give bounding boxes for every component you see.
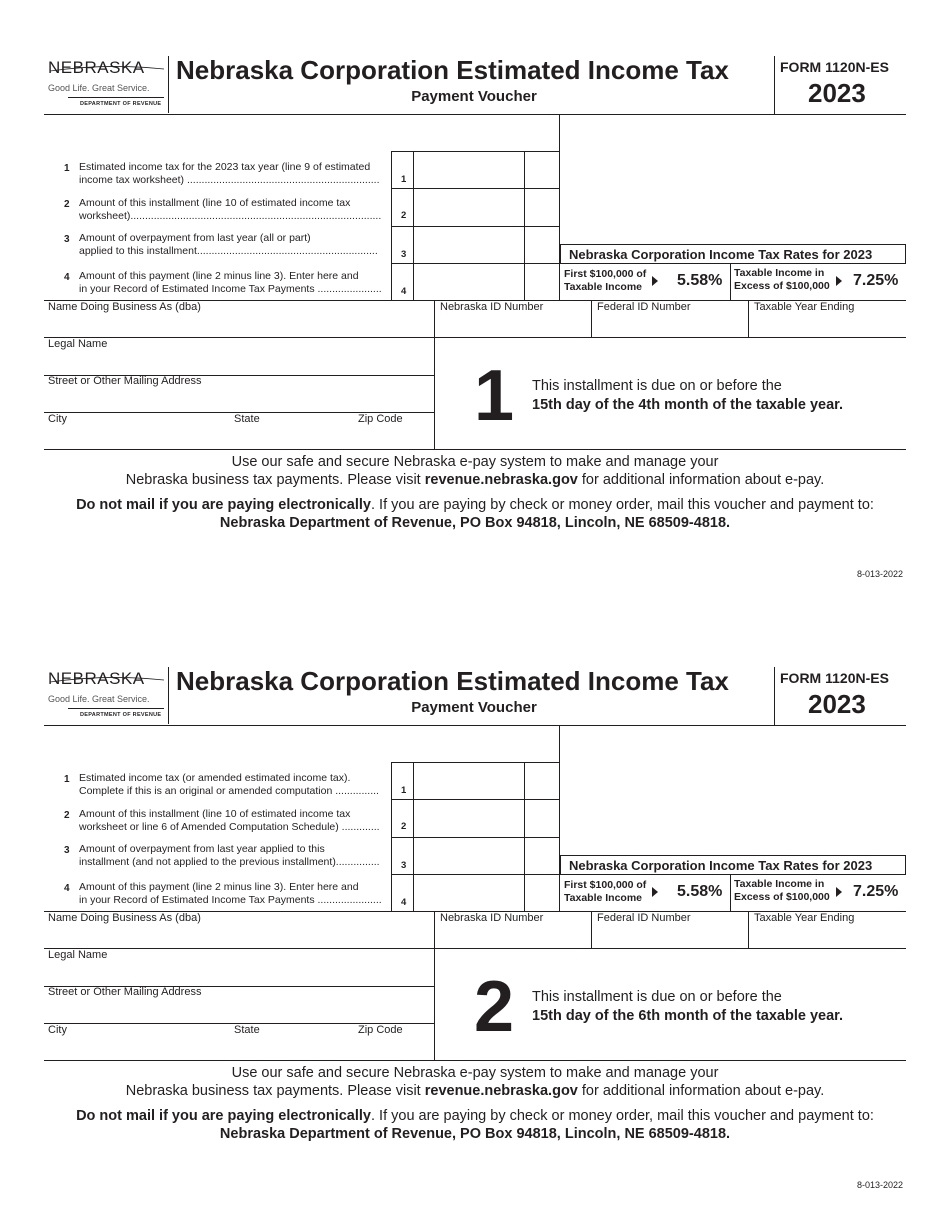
first-bracket-rate: 5.58% [677,883,723,900]
line-description-cont: Complete if this is an original or amended computation ............... [79,785,379,797]
payment-voucher [0,611,950,1190]
logo-tagline: Good Life. Great Service. [48,694,150,704]
due-date-text: 15th day of the 4th month of the taxable year. [532,397,844,413]
arrow-right-icon [652,276,658,286]
line-box-number: 4 [401,897,407,908]
street-address-field[interactable]: Street or Other Mailing Address [48,375,202,387]
logo-swoosh-icon [48,59,166,77]
logo-wordmark: NEBRASKA [48,669,145,688]
state-field[interactable]: State [234,1024,260,1036]
line-description-cont: in your Record of Estimated Income Tax Payments ...................... [79,894,382,906]
nebraska-id-field[interactable]: Nebraska ID Number [440,301,544,313]
line-number: 4 [64,272,70,283]
logo-wordmark: NEBRASKA [48,58,145,77]
line-box-number: 3 [401,860,407,871]
first-bracket-label: First $100,000 of Taxable Income [564,268,647,293]
mailing-instructions: Do not mail if you are paying electronically. If you are paying by check or money order, mail this voucher and payment to: [76,497,874,513]
form-title: Nebraska Corporation Estimated Income Tax [176,55,729,85]
epay-line-2: Nebraska business tax payments. Please visit revenue.nebraska.gov for additional information about e-pay. [125,472,825,488]
line-box-number: 1 [401,174,407,185]
federal-id-field[interactable]: Federal ID Number [597,301,691,313]
dba-field[interactable]: Name Doing Business As (dba) [48,912,201,924]
state-field[interactable]: State [234,413,260,425]
line-amount-input[interactable] [414,151,524,187]
line-description: Amount of this installment (line 10 of estimated income tax [79,197,351,209]
epay-link[interactable]: revenue.nebraska.gov [424,472,578,488]
epay-line-1: Use our safe and secure Nebraska e-pay system to make and manage your [231,454,719,470]
tax-rates-title: Nebraska Corporation Income Tax Rates for 2023 [569,858,873,873]
legal-name-field[interactable]: Legal Name [48,338,108,350]
nebraska-id-field[interactable]: Nebraska ID Number [440,912,544,924]
installment-number: 2 [474,967,515,1047]
nebraska-logo [46,667,168,725]
excess-bracket-rate: 7.25% [853,272,899,289]
line-box-number: 2 [401,821,407,832]
city-field[interactable]: City [48,413,67,425]
line-number: 3 [64,845,70,856]
federal-id-field[interactable]: Federal ID Number [597,912,691,924]
city-field[interactable]: City [48,1024,67,1036]
arrow-right-icon [836,276,842,286]
line-number: 2 [64,810,70,821]
due-text: This installment is due on or before the [532,378,782,394]
tax-rates-title: Nebraska Corporation Income Tax Rates for 2023 [569,247,873,262]
line-amount-input[interactable] [414,188,524,224]
nebraska-logo [46,56,168,114]
tax-rates-header [560,244,906,264]
mailing-address: Nebraska Department of Revenue, PO Box 94818, Lincoln, NE 68509-4818. [219,1126,731,1142]
line-description: Estimated income tax for the 2023 tax year (line 9 of estimated [79,161,371,173]
line-box-number: 2 [401,210,407,221]
logo-tagline: Good Life. Great Service. [48,83,150,93]
due-text: This installment is due on or before the [532,989,782,1005]
line-box-number: 3 [401,249,407,260]
first-bracket-rate: 5.58% [677,272,723,289]
zip-code-field[interactable]: Zip Code [358,413,403,425]
line-amount-input[interactable] [414,874,524,910]
line-amount-input[interactable] [414,762,524,798]
payment-voucher [0,0,950,579]
line-description: Estimated income tax (or amended estimated income tax). [79,772,351,784]
form-code: 8-013-2022 [857,569,904,579]
due-date-text: 15th day of the 6th month of the taxable year. [532,1008,844,1024]
dba-field[interactable]: Name Doing Business As (dba) [48,301,201,313]
form-number: FORM 1120N-ES [780,670,889,686]
logo-swoosh-icon [48,670,166,688]
line-description-cont: income tax worksheet) .................................................................. [79,174,380,186]
line-description-cont: in your Record of Estimated Income Tax Payments ...................... [79,283,382,295]
form-subtitle: Payment Voucher [411,699,537,716]
logo-department: DEPARTMENT OF REVENUE [80,712,162,718]
line-number: 1 [64,163,70,174]
form-number: FORM 1120N-ES [780,59,889,75]
street-address-field[interactable]: Street or Other Mailing Address [48,986,202,998]
epay-line-2: Nebraska business tax payments. Please visit revenue.nebraska.gov for additional information about e-pay. [125,1083,825,1099]
line-description-cont: worksheet or line 6 of Amended Computation Schedule) ............. [79,821,380,833]
line-number: 3 [64,234,70,245]
form-code: 8-013-2022 [857,1180,904,1190]
line-amount-input[interactable] [414,226,524,262]
form-title: Nebraska Corporation Estimated Income Tax [176,666,729,696]
tax-year-ending-field[interactable]: Taxable Year Ending [754,301,855,313]
logo-department: DEPARTMENT OF REVENUE [80,101,162,107]
tax-rates-header [560,855,906,875]
line-amount-input[interactable] [414,837,524,873]
line-description-cont: applied to this installment.............................................................. [79,245,378,257]
line-amount-input[interactable] [414,263,524,299]
legal-name-field[interactable]: Legal Name [48,949,108,961]
line-amount-input[interactable] [414,799,524,835]
line-description: Amount of this payment (line 2 minus line 3). Enter here and [79,270,359,282]
tax-year-ending-field[interactable]: Taxable Year Ending [754,912,855,924]
line-number: 1 [64,774,70,785]
arrow-right-icon [836,887,842,897]
line-description: Amount of overpayment from last year (all or part) [79,232,311,244]
form-year: 2023 [808,689,866,719]
epay-link[interactable]: revenue.nebraska.gov [424,1083,578,1099]
line-description: Amount of overpayment from last year applied to this [79,843,325,855]
line-box-number: 4 [401,286,407,297]
epay-line-1: Use our safe and secure Nebraska e-pay system to make and manage your [231,1065,719,1081]
line-description-cont: installment (and not applied to the previous installment)............... [79,856,380,868]
zip-code-field[interactable]: Zip Code [358,1024,403,1036]
line-description-cont: worksheet)...................................................................................... [79,210,382,222]
line-number: 2 [64,199,70,210]
mailing-instructions: Do not mail if you are paying electronically. If you are paying by check or money order, mail this voucher and payment to: [76,1108,874,1124]
line-description: Amount of this installment (line 10 of estimated income tax [79,808,351,820]
line-description: Amount of this payment (line 2 minus line 3). Enter here and [79,881,359,893]
excess-bracket-label: Taxable Income in Excess of $100,000 [734,267,830,292]
line-box-number: 1 [401,785,407,796]
first-bracket-label: First $100,000 of Taxable Income [564,879,647,904]
excess-bracket-rate: 7.25% [853,883,899,900]
arrow-right-icon [652,887,658,897]
installment-number: 1 [474,356,515,436]
excess-bracket-label: Taxable Income in Excess of $100,000 [734,878,830,903]
line-number: 4 [64,883,70,894]
form-subtitle: Payment Voucher [411,88,537,105]
form-year: 2023 [808,78,866,108]
mailing-address: Nebraska Department of Revenue, PO Box 94818, Lincoln, NE 68509-4818. [219,515,731,531]
